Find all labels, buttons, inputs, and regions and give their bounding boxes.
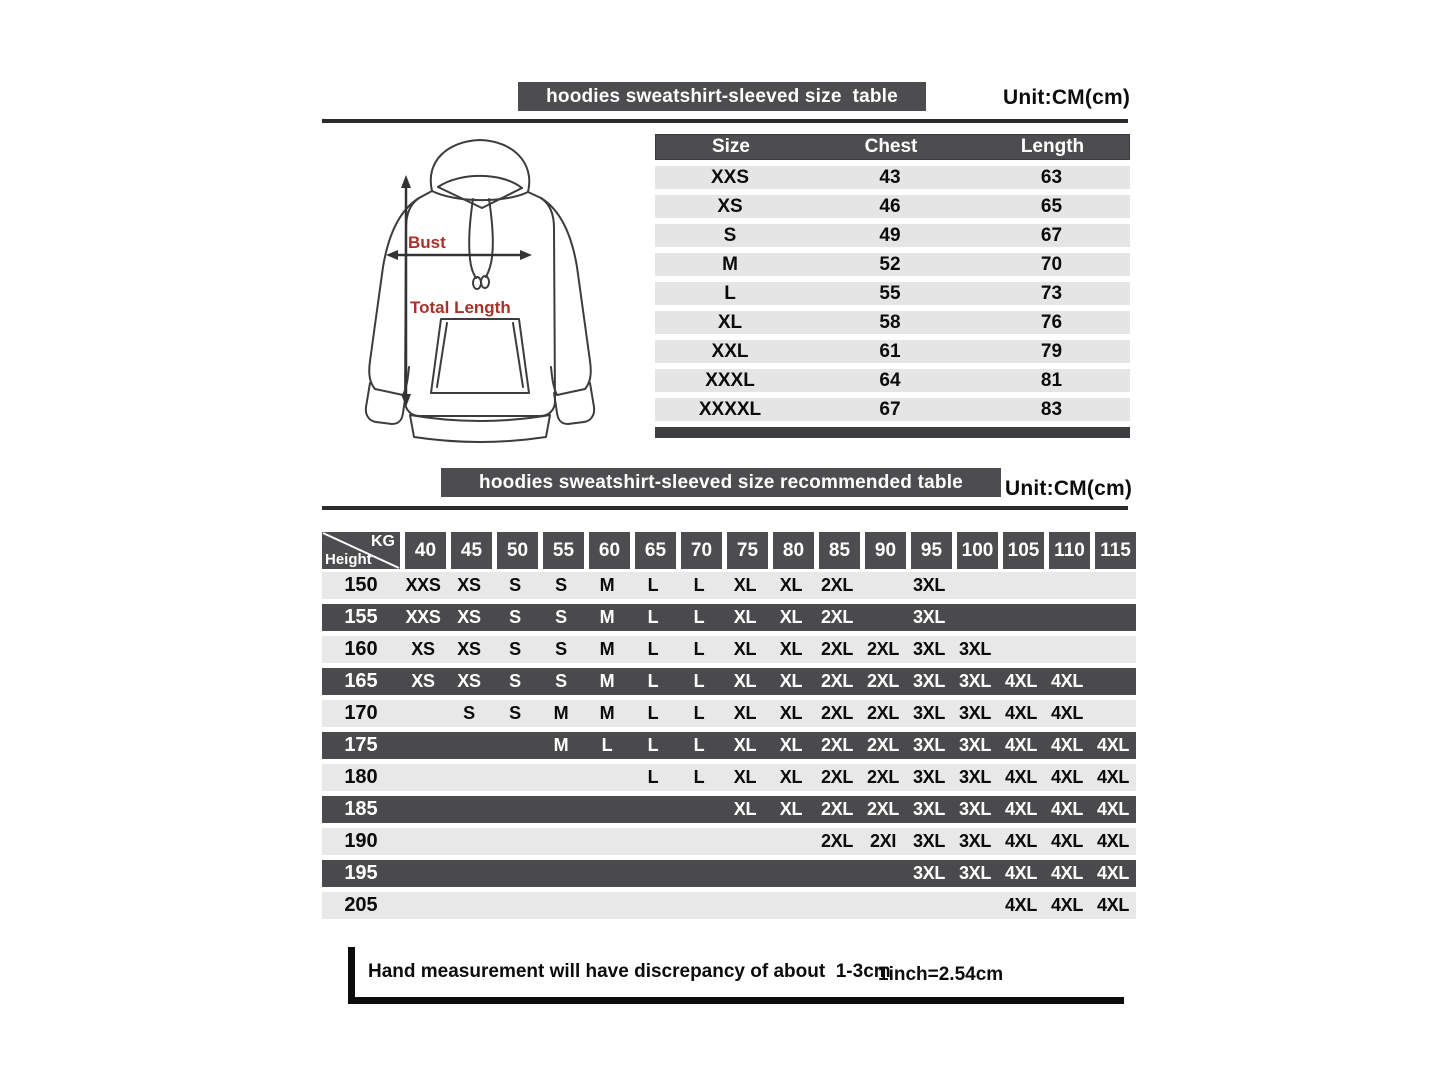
corner-kg-label: KG <box>371 533 395 550</box>
recommended-size-cell: L <box>647 703 659 723</box>
height-label: 150 <box>344 574 378 596</box>
recommended-size-cell: 3XL <box>912 863 946 883</box>
recommended-size-cell: S <box>555 575 567 595</box>
weight-header-cell: 70 <box>681 532 722 569</box>
size-table-cell: S <box>723 224 737 246</box>
recommend-row <box>322 700 1136 727</box>
size-table-bottom-bar <box>655 427 1130 438</box>
recommended-size-cell: L <box>647 639 659 659</box>
recommended-size-cell: L <box>647 575 659 595</box>
section1-title: hoodies sweatshirt-sleeved size table <box>546 85 898 107</box>
recommended-size-cell: 3XL <box>958 831 992 851</box>
weight-header-cell: 90 <box>865 532 906 569</box>
recommended-size-cell: S <box>555 639 567 659</box>
recommended-size-cell: XS <box>411 671 435 691</box>
recommended-size-cell: 3XL <box>912 639 946 659</box>
recommended-size-cell: 3XL <box>958 799 992 819</box>
recommended-size-cell: XL <box>733 607 757 627</box>
recommended-size-cell: 2XL <box>866 767 900 787</box>
recommended-size-cell: L <box>693 575 705 595</box>
recommended-size-cell: XL <box>779 671 803 691</box>
recommended-size-cell: 4XL <box>1050 735 1084 755</box>
size-table-cell: 67 <box>1040 224 1063 246</box>
recommended-size-cell: 3XL <box>912 703 946 723</box>
recommended-size-cell: M <box>599 575 615 595</box>
size-table-cell: 79 <box>1040 340 1063 362</box>
size-recommendation-table <box>322 532 1136 924</box>
size-table-row <box>655 253 1130 276</box>
size-table-row <box>655 224 1130 247</box>
recommended-size-cell: 2XL <box>820 799 854 819</box>
recommend-row <box>322 732 1136 759</box>
size-table-row <box>655 369 1130 392</box>
recommended-size-cell: 4XL <box>1004 671 1038 691</box>
size-table-cell: 63 <box>1040 166 1063 188</box>
height-label: 165 <box>344 670 378 692</box>
size-table-cell: 83 <box>1040 398 1063 420</box>
recommended-size-cell: 2XI <box>869 831 897 851</box>
section1-unit-label: Unit:CM(cm) <box>1003 86 1131 109</box>
footer-accent-bar <box>348 947 355 1004</box>
bust-label: Bust <box>408 233 446 252</box>
size-table-cell: 55 <box>879 282 901 304</box>
size-table-row <box>655 398 1130 421</box>
recommended-size-cell: 4XL <box>1050 703 1084 723</box>
recommended-size-cell: M <box>599 703 615 723</box>
size-table-row <box>655 282 1130 305</box>
recommended-size-cell: M <box>553 703 569 723</box>
recommended-size-cell: 4XL <box>1004 767 1038 787</box>
weight-header-cell: 105 <box>1003 532 1044 569</box>
size-table-cell: L <box>724 282 736 304</box>
height-label: 195 <box>344 862 378 884</box>
size-table-cell: XXXXL <box>698 398 762 420</box>
recommended-size-cell: XL <box>779 735 803 755</box>
recommended-size-cell: 2XL <box>820 607 854 627</box>
corner-height-label: Height <box>325 551 372 568</box>
recommended-size-cell: S <box>509 703 521 723</box>
recommended-size-cell: 3XL <box>912 575 946 595</box>
recommended-size-cell: 2XL <box>820 735 854 755</box>
recommend-row <box>322 668 1136 695</box>
recommended-size-cell: M <box>599 671 615 691</box>
weight-header-cell: 50 <box>497 532 538 569</box>
size-table-cell: 46 <box>879 195 901 217</box>
recommended-size-cell: 2XL <box>866 799 900 819</box>
size-table-col-header: Length <box>1020 136 1085 157</box>
recommended-size-cell: S <box>509 639 521 659</box>
recommended-size-cell: 3XL <box>958 671 992 691</box>
size-table-header-row <box>655 134 1130 160</box>
divider-line-1 <box>322 119 1128 123</box>
size-table-cell: M <box>722 253 738 275</box>
recommended-size-cell: XS <box>457 671 481 691</box>
size-table-row <box>655 195 1130 218</box>
size-table-row <box>655 340 1130 363</box>
recommended-size-cell: 3XL <box>912 831 946 851</box>
recommended-size-cell: 4XL <box>1096 735 1130 755</box>
recommended-size-cell: M <box>599 607 615 627</box>
recommended-size-cell: XL <box>779 703 803 723</box>
recommended-size-cell: XL <box>733 575 757 595</box>
recommend-table-header-row <box>322 532 1136 569</box>
recommended-size-cell: M <box>599 639 615 659</box>
size-table-cell: XXXL <box>705 369 755 391</box>
recommended-size-cell: 4XL <box>1050 895 1084 915</box>
recommend-row <box>322 892 1136 919</box>
recommended-size-cell: 4XL <box>1050 799 1084 819</box>
recommended-size-cell: S <box>509 671 521 691</box>
recommended-size-cell: XXS <box>405 607 441 627</box>
recommended-size-cell: XL <box>779 607 803 627</box>
recommended-size-cell: L <box>647 607 659 627</box>
recommend-row <box>322 764 1136 791</box>
recommended-size-cell: S <box>463 703 475 723</box>
recommended-size-cell: L <box>601 735 613 755</box>
recommended-size-cell: L <box>647 767 659 787</box>
recommended-size-cell: XL <box>733 639 757 659</box>
weight-header-cell: 45 <box>451 532 492 569</box>
weight-header-cell: 55 <box>543 532 584 569</box>
height-label: 205 <box>344 894 378 916</box>
recommended-size-cell: 4XL <box>1096 767 1130 787</box>
recommended-size-cell: XL <box>779 575 803 595</box>
size-table-cell: XXL <box>711 340 749 362</box>
recommended-size-cell: 3XL <box>958 863 992 883</box>
size-table-row <box>655 311 1130 334</box>
recommended-size-cell: 4XL <box>1050 831 1084 851</box>
recommended-size-cell: L <box>693 703 705 723</box>
recommended-size-cell: 3XL <box>958 735 992 755</box>
weight-header-cell: 60 <box>589 532 630 569</box>
height-label: 155 <box>344 606 378 628</box>
recommended-size-cell: L <box>693 639 705 659</box>
size-table-col-header: Size <box>711 136 751 157</box>
recommended-size-cell: XL <box>733 799 757 819</box>
recommended-size-cell: XS <box>411 639 435 659</box>
hoodie-diagram <box>322 131 640 459</box>
recommended-size-cell: XS <box>457 639 481 659</box>
recommend-row <box>322 604 1136 631</box>
recommend-row <box>322 572 1136 599</box>
height-label: 180 <box>344 766 378 788</box>
recommend-table-body <box>322 572 1136 919</box>
footer-underline <box>348 997 1124 1004</box>
height-label: 170 <box>344 702 378 724</box>
height-label: 190 <box>344 830 378 852</box>
recommended-size-cell: XL <box>779 799 803 819</box>
recommend-row <box>322 796 1136 823</box>
recommended-size-cell: 3XL <box>958 767 992 787</box>
divider-line-2 <box>322 506 1128 510</box>
recommended-size-cell: 2XL <box>820 639 854 659</box>
measurement-note: Hand measurement will have discrepancy of about 1-3cm <box>368 961 891 982</box>
size-table-cell: 43 <box>879 166 901 188</box>
recommended-size-cell: XL <box>733 767 757 787</box>
recommended-size-cell: XL <box>779 767 803 787</box>
weight-header-cell: 75 <box>727 532 768 569</box>
size-table-cell: 70 <box>1040 253 1063 275</box>
weight-header-cell: 100 <box>957 532 998 569</box>
recommended-size-cell: XL <box>733 703 757 723</box>
corner-header-cell <box>322 532 400 569</box>
recommended-size-cell: 4XL <box>1004 703 1038 723</box>
weight-header-cell: 85 <box>819 532 860 569</box>
recommended-size-cell: XL <box>733 735 757 755</box>
recommend-row <box>322 636 1136 663</box>
recommended-size-cell: 4XL <box>1004 895 1038 915</box>
recommended-size-cell: 3XL <box>912 735 946 755</box>
recommended-size-cell: XXS <box>405 575 441 595</box>
recommended-size-cell: 4XL <box>1096 895 1130 915</box>
recommended-size-cell: 3XL <box>912 671 946 691</box>
recommended-size-cell: 4XL <box>1004 831 1038 851</box>
recommended-size-cell: 2XL <box>820 671 854 691</box>
weight-header-cell: 40 <box>405 532 446 569</box>
recommended-size-cell: 2XL <box>866 735 900 755</box>
recommend-row <box>322 860 1136 887</box>
recommended-size-cell: M <box>553 735 569 755</box>
height-label: 175 <box>344 734 378 756</box>
recommended-size-cell: 4XL <box>1050 767 1084 787</box>
weight-header-cell: 115 <box>1095 532 1136 569</box>
recommended-size-cell: L <box>647 671 659 691</box>
recommended-size-cell: 2XL <box>866 703 900 723</box>
size-table-cell: 58 <box>879 311 901 333</box>
recommended-size-cell: 2XL <box>866 671 900 691</box>
recommended-size-cell: 3XL <box>912 767 946 787</box>
hoodie-line-art <box>322 131 640 459</box>
height-label: 185 <box>344 798 378 820</box>
size-table-body <box>655 166 1130 421</box>
size-measurement-table <box>655 134 1130 438</box>
recommend-row <box>322 828 1136 855</box>
recommended-size-cell: 3XL <box>912 607 946 627</box>
recommended-size-cell: L <box>693 607 705 627</box>
inch-conversion-note: 1inch=2.54cm <box>878 964 1004 985</box>
recommended-size-cell: L <box>693 671 705 691</box>
size-table-cell: XS <box>717 195 743 217</box>
size-table-row <box>655 166 1130 189</box>
recommended-size-cell: S <box>509 607 521 627</box>
section2-title-bar <box>441 468 1001 497</box>
size-table-cell: 61 <box>879 340 901 362</box>
weight-header-cell: 110 <box>1049 532 1090 569</box>
size-table-cell: XXS <box>710 166 750 188</box>
recommended-size-cell: 2XL <box>820 575 854 595</box>
recommended-size-cell: S <box>509 575 521 595</box>
section2-unit-label: Unit:CM(cm) <box>1005 477 1133 500</box>
recommended-size-cell: 4XL <box>1004 863 1038 883</box>
size-table-col-header: Chest <box>864 136 918 157</box>
height-label: 160 <box>344 638 378 660</box>
recommended-size-cell: XL <box>779 639 803 659</box>
recommended-size-cell: 4XL <box>1096 831 1130 851</box>
recommended-size-cell: XS <box>457 607 481 627</box>
size-table-cell: 76 <box>1040 311 1063 333</box>
section2-title: hoodies sweatshirt-sleeved size recommended table <box>479 471 963 493</box>
recommended-size-cell: 2XL <box>820 703 854 723</box>
size-table-cell: 52 <box>879 253 901 275</box>
size-table-cell: 67 <box>879 398 901 420</box>
recommended-size-cell: S <box>555 607 567 627</box>
recommended-size-cell: 4XL <box>1004 799 1038 819</box>
recommended-size-cell: L <box>693 735 705 755</box>
recommended-size-cell: 4XL <box>1050 671 1084 691</box>
recommended-size-cell: XL <box>733 671 757 691</box>
recommended-size-cell: 2XL <box>866 639 900 659</box>
size-table-cell: 65 <box>1040 195 1063 217</box>
recommended-size-cell: XS <box>457 575 481 595</box>
total-length-label: Total Length <box>410 298 511 317</box>
size-table-cell: 73 <box>1040 282 1063 304</box>
size-table-cell: 64 <box>879 369 901 391</box>
recommended-size-cell: 2XL <box>820 767 854 787</box>
recommended-size-cell: 3XL <box>958 639 992 659</box>
section1-title-bar <box>518 82 926 111</box>
recommended-size-cell: S <box>555 671 567 691</box>
size-table-cell: 81 <box>1040 369 1063 391</box>
weight-header-cell: 95 <box>911 532 952 569</box>
recommended-size-cell: L <box>693 767 705 787</box>
recommended-size-cell: 3XL <box>912 799 946 819</box>
recommended-size-cell: L <box>647 735 659 755</box>
weight-header-cell: 65 <box>635 532 676 569</box>
size-table-cell: XL <box>717 311 743 333</box>
recommended-size-cell: 2XL <box>820 831 854 851</box>
recommended-size-cell: 4XL <box>1096 863 1130 883</box>
weight-header-cell: 80 <box>773 532 814 569</box>
recommended-size-cell: 4XL <box>1096 799 1130 819</box>
recommended-size-cell: 3XL <box>958 703 992 723</box>
recommended-size-cell: 4XL <box>1050 863 1084 883</box>
size-table-cell: 49 <box>879 224 901 246</box>
recommended-size-cell: 4XL <box>1004 735 1038 755</box>
